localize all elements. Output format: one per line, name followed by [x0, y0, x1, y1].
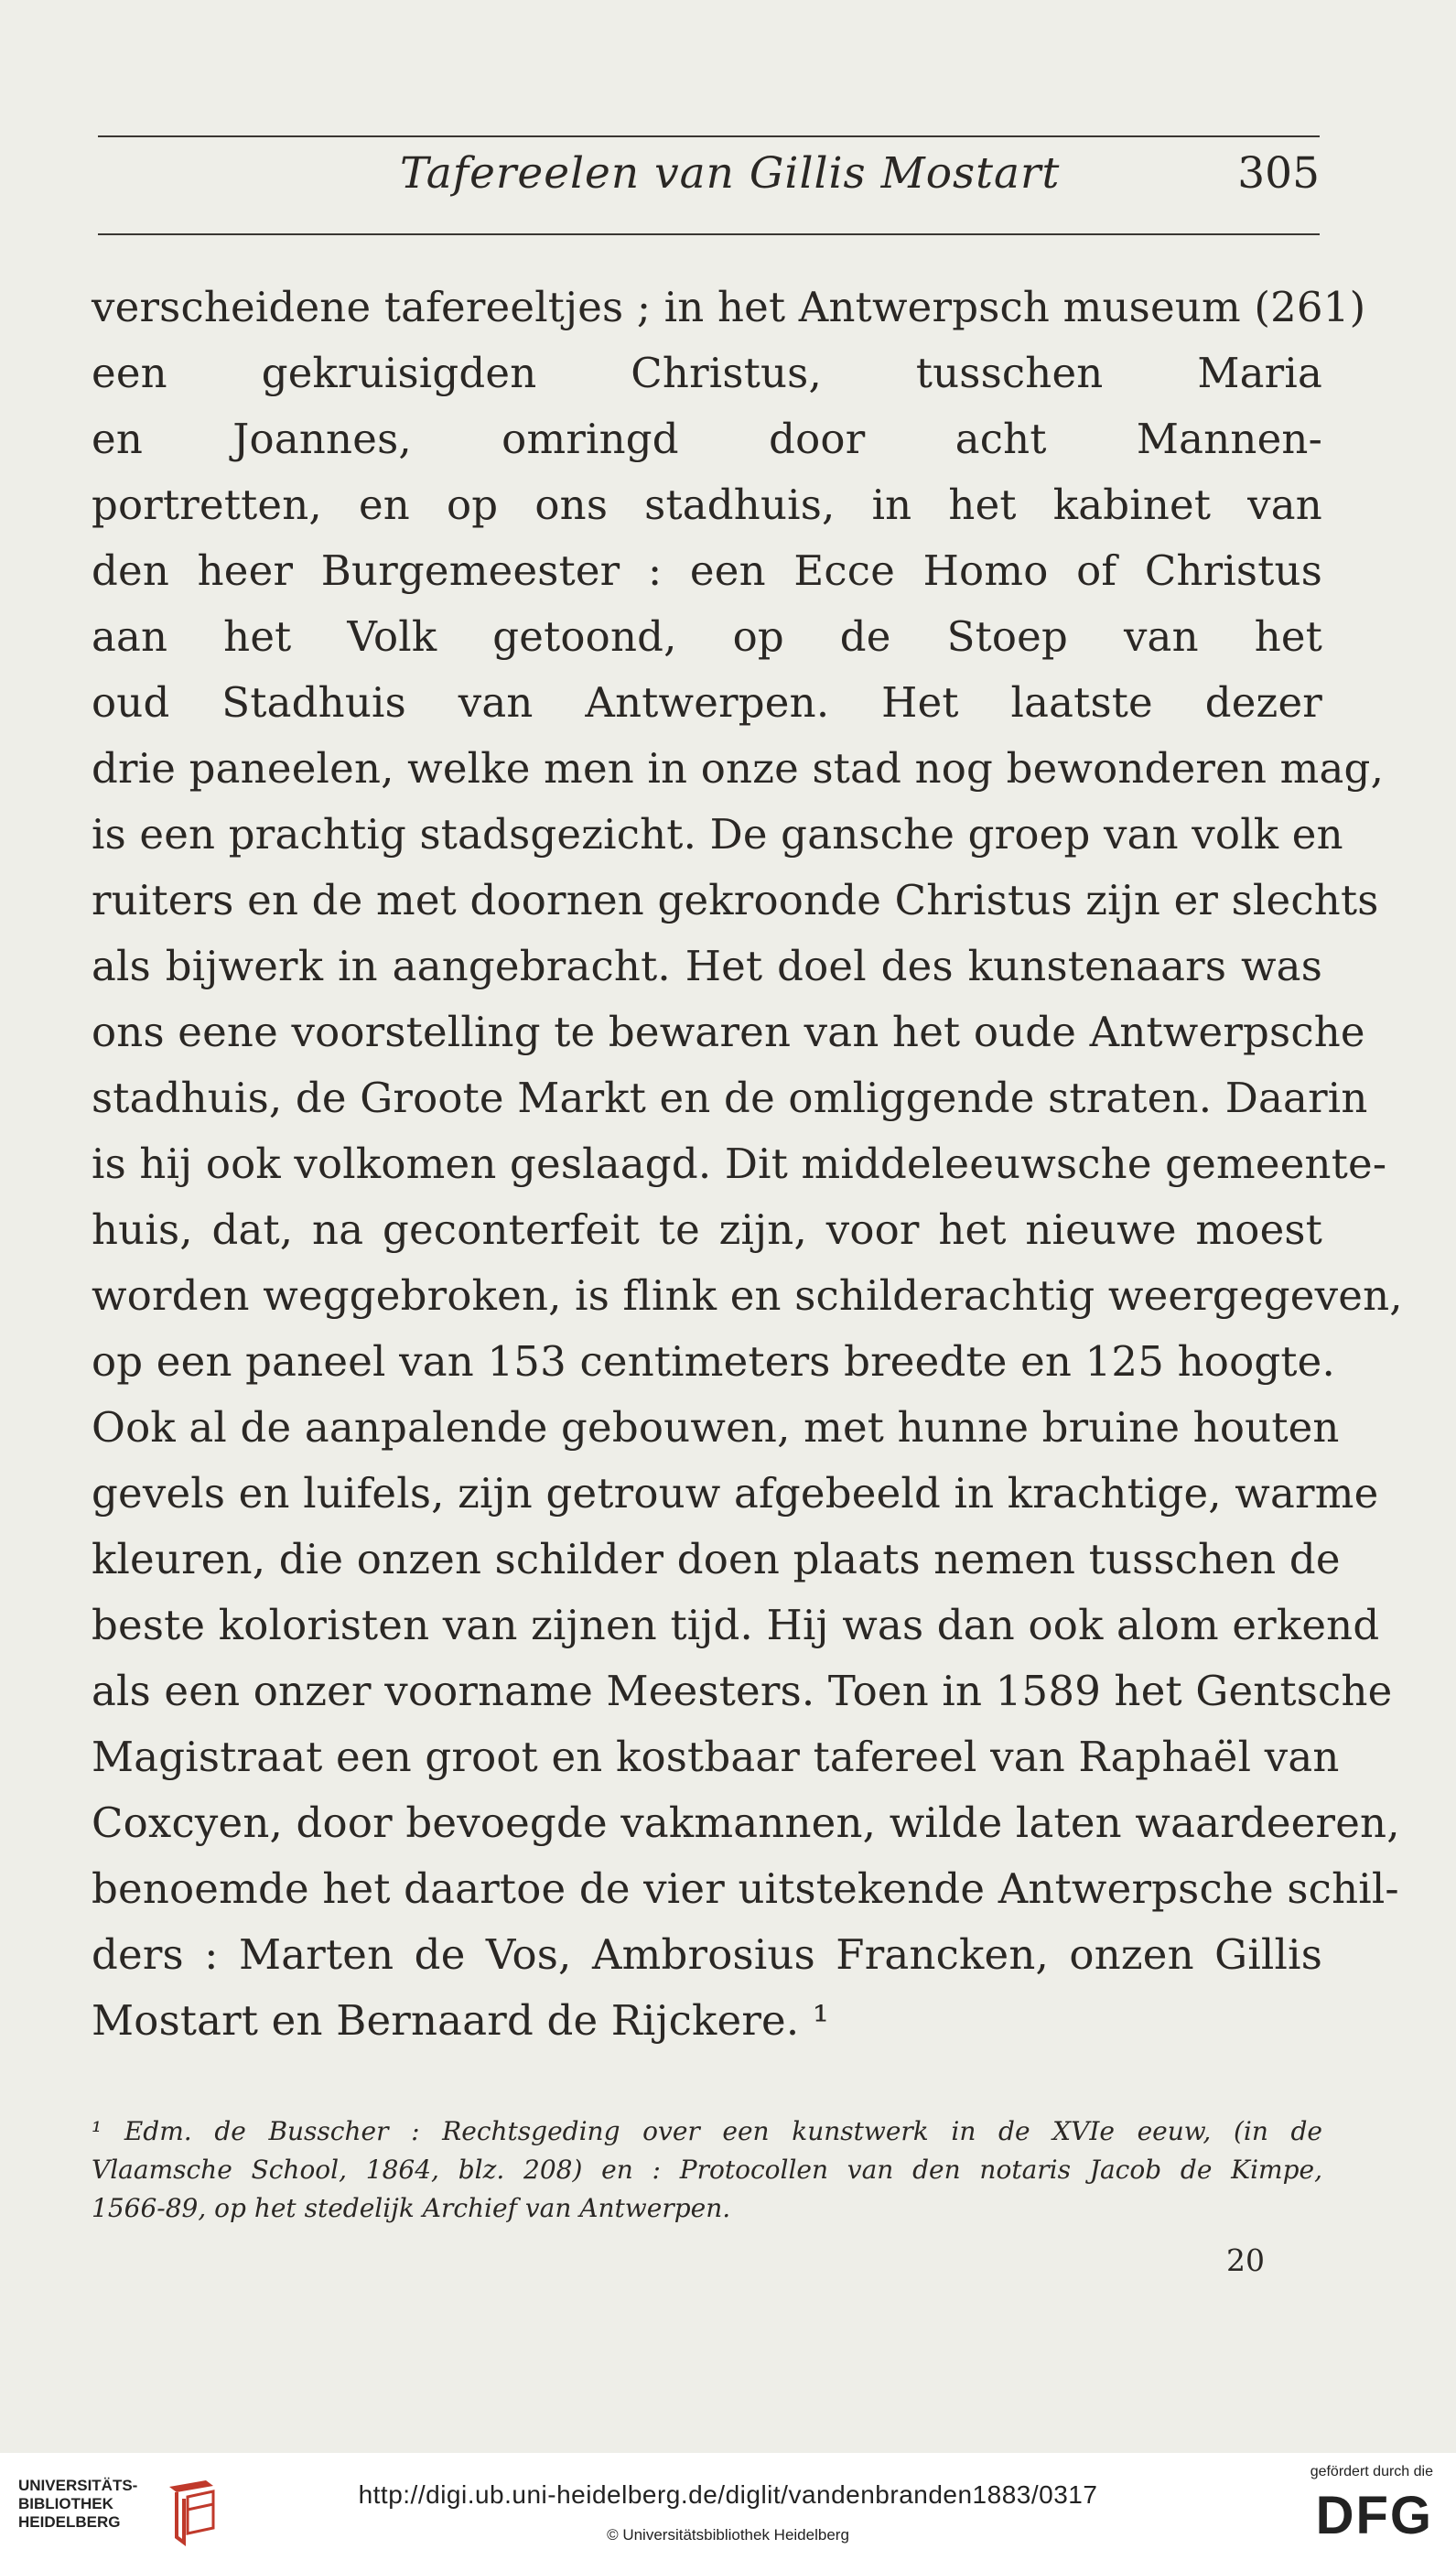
body-line: gevels en luifels, zijn getrouw afgebeeld in krachtige, warme [92, 1469, 1379, 1518]
body-line: drie paneelen, welke men in onze stad nog bewonderen mag, [92, 744, 1385, 793]
footnote-line: ¹ Edm. de Busscher : Rechtsgeding over een kunstwerk in de XVIe eeuw, (in de [92, 2116, 1322, 2146]
body-line: verscheidene tafereeltjes ; in het Antwerpsch museum (261) [92, 283, 1366, 331]
running-head [98, 148, 1320, 212]
page-number: 305 [1237, 148, 1320, 199]
body-text [92, 275, 1403, 2054]
body-line: Mostart en Bernaard de Rijckere. ¹ [92, 1996, 830, 2045]
body-line: portretten, en op ons stadhuis, in het kabinet van [92, 481, 1322, 529]
library-name-line: HEIDELBERG [18, 2513, 121, 2531]
footer-bar [0, 2453, 1456, 2560]
body-line: Coxcyen, door bevoegde vakmannen, wilde laten waardeeren, [92, 1798, 1400, 1847]
body-line: ruiters en de met doornen gekroonde Christus zijn er slechts [92, 876, 1379, 924]
body-line: als een onzer voorname Meesters. Toen in 1589 het Gentsche [92, 1667, 1393, 1715]
body-line: ders : Marten de Vos, Ambrosius Francken, onzen Gillis [92, 1930, 1322, 1979]
body-line: en Joannes, omringd door acht Mannen- [92, 415, 1322, 463]
library-name-line: UNIVERSITÄTS- [18, 2477, 138, 2494]
footer-copyright: © Universitätsbibliothek Heidelberg [607, 2526, 849, 2544]
library-name-line: BIBLIOTHEK [18, 2495, 113, 2512]
body-line: een gekruisigden Christus, tusschen Maria [92, 349, 1322, 397]
body-line: ons eene voorstelling te bewaren van het oude Antwerpsche [92, 1008, 1365, 1056]
body-line: is een prachtig stadsgezicht. De gansche groep van volk en [92, 810, 1343, 859]
footnote [92, 2112, 1322, 2228]
body-line: kleuren, die onzen schilder doen plaats nemen tusschen de [92, 1535, 1341, 1583]
body-line: aan het Volk getoond, op de Stoep van het [92, 612, 1322, 661]
body-line: Magistraat een groot en kostbaar tafereel van Raphaël van [92, 1733, 1340, 1781]
footnote-line: 1566-89, op het stedelijk Archief van Antwerpen. [92, 2193, 731, 2223]
body-line: is hij ook volkomen geslaagd. Dit middeleeuwsche gemeente- [92, 1140, 1387, 1188]
body-line: huis, dat, na geconterfeit te zijn, voor het nieuwe moest [92, 1205, 1322, 1254]
signature-mark: 20 [1226, 2242, 1265, 2278]
body-line: oud Stadhuis van Antwerpen. Het laatste dezer [92, 678, 1322, 727]
footnote-line: Vlaamsche School, 1864, blz. 208) en : Protocollen van den notaris Jacob de Kimpe, [92, 2155, 1322, 2185]
header-rule-bottom [98, 233, 1320, 235]
body-line: den heer Burgemeester : een Ecce Homo of Christus [92, 546, 1322, 595]
body-line: benoemde het daartoe de vier uitstekende Antwerpsche schil- [92, 1864, 1399, 1913]
running-title: Tafereelen van Gillis Mostart [400, 148, 1061, 199]
header-rule-top [98, 135, 1320, 137]
funding-caption: gefördert durch die [1310, 2464, 1433, 2479]
body-line: op een paneel van 153 centimeters breedte en 125 hoogte. [92, 1337, 1335, 1386]
body-line: beste koloristen van zijnen tijd. Hij was dan ook alom erkend [92, 1601, 1380, 1649]
body-line: Ook al de aanpalende gebouwen, met hunne bruine houten [92, 1403, 1340, 1452]
footer-url-link[interactable]: http://digi.ub.uni-heidelberg.de/diglit/vandenbranden1883/0317 [358, 2480, 1098, 2509]
body-line: stadhuis, de Groote Markt en de omliggende straten. Daarin [92, 1074, 1368, 1122]
body-line: als bijwerk in aangebracht. Het doel des kunstenaars was [92, 942, 1322, 990]
body-line: worden weggebroken, is flink en schilderachtig weergegeven, [92, 1271, 1403, 1320]
dfg-logo[interactable]: DFG [1315, 2486, 1433, 2545]
